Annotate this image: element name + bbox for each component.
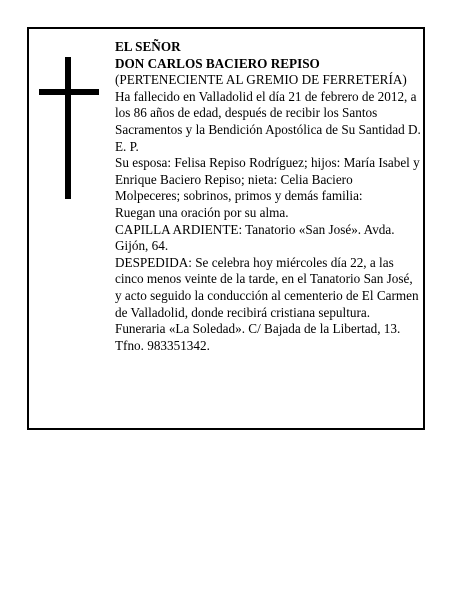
death-paragraph: Ha fallecido en Valladolid el día 21 de febrero de 2012, a los 86 años de edad, después de recibir los Santos Sacramentos y la Bendición Apostólica de Su Santidad D. E. P. (115, 88, 421, 154)
cross-horizontal-bar (39, 89, 99, 95)
chapel-paragraph: CAPILLA ARDIENTE: Tanatorio «San José». Avda. Gijón, 64. (115, 221, 395, 254)
farewell-paragraph: DESPEDIDA: Se celebra hoy miércoles día 22, a las cinco menos veinte de la tarde, en el Tanatorio San José, y acto seguido la conducción al cementerio de El Carmen de Valladolid, donde recibirá cristiana sepultura. (115, 254, 419, 320)
family-paragraph: Su esposa: Felisa Repiso Rodríguez; hijos: María Isabel y Enrique Baciero Repiso; nieta: Celia Baciero Molpeceres; sobrinos, primos y demás familia: (115, 155, 420, 204)
deceased-name: DON CARLOS BACIERO REPISO (115, 55, 320, 71)
cross-vertical-bar (65, 57, 71, 199)
notice-body (115, 39, 421, 354)
prayer-request: Ruegan una oración por su alma. (115, 204, 289, 220)
deceased-affiliation: (PERTENECIENTE AL GREMIO DE FERRETERÍA) (115, 72, 407, 88)
funeral-home-paragraph: Funeraria «La Soledad». C/ Bajada de la Libertad, 13. Tfno. 983351342. (115, 321, 401, 353)
obituary-notice (27, 27, 425, 430)
notice-title: EL SEÑOR (115, 39, 181, 54)
cross-icon (39, 57, 99, 199)
